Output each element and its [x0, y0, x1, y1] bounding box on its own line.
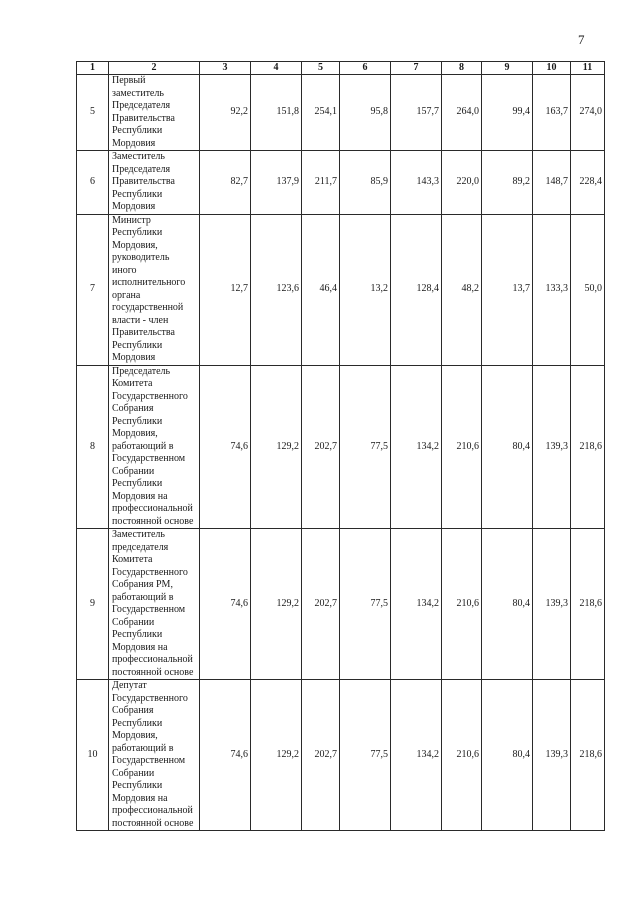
column-header: 2 — [109, 62, 200, 75]
table-cell: 85,9 — [340, 151, 391, 215]
table-cell: 129,2 — [251, 529, 302, 680]
table-row — [77, 214, 605, 365]
table-row — [77, 365, 605, 529]
row-index: 10 — [77, 680, 109, 831]
table-cell: 210,6 — [442, 365, 482, 529]
table-cell: 220,0 — [442, 151, 482, 215]
table-cell: 274,0 — [571, 75, 605, 151]
table-cell: 210,6 — [442, 680, 482, 831]
table-cell: 137,9 — [251, 151, 302, 215]
table-cell: 218,6 — [571, 529, 605, 680]
table-cell: 77,5 — [340, 529, 391, 680]
table-cell: 202,7 — [302, 365, 340, 529]
row-index: 5 — [77, 75, 109, 151]
table-cell: 210,6 — [442, 529, 482, 680]
table-cell: 211,7 — [302, 151, 340, 215]
table-cell: 13,2 — [340, 214, 391, 365]
position-title: Заместитель Председателя Правительства Республики Мордовия — [109, 151, 200, 215]
table-cell: 12,7 — [200, 214, 251, 365]
salary-table — [76, 61, 605, 831]
table-cell: 157,7 — [391, 75, 442, 151]
table-cell: 89,2 — [482, 151, 533, 215]
table-cell: 202,7 — [302, 680, 340, 831]
table-cell: 74,6 — [200, 365, 251, 529]
table-cell: 134,2 — [391, 365, 442, 529]
table-cell: 74,6 — [200, 680, 251, 831]
position-title: Депутат Государственного Собрания Республики Мордовия, работающий в Государственном Собрании Республики Мордовия на профессиональной постоянной основе — [109, 680, 200, 831]
table-cell: 74,6 — [200, 529, 251, 680]
table-cell: 77,5 — [340, 365, 391, 529]
table-cell: 134,2 — [391, 680, 442, 831]
table-row — [77, 151, 605, 215]
column-header: 1 — [77, 62, 109, 75]
table-cell: 99,4 — [482, 75, 533, 151]
row-index: 6 — [77, 151, 109, 215]
table-cell: 134,2 — [391, 529, 442, 680]
table-cell: 80,4 — [482, 680, 533, 831]
table-cell: 46,4 — [302, 214, 340, 365]
column-header: 6 — [340, 62, 391, 75]
table-cell: 163,7 — [533, 75, 571, 151]
table-cell: 139,3 — [533, 365, 571, 529]
table-cell: 95,8 — [340, 75, 391, 151]
table-header-row — [77, 62, 605, 75]
table-cell: 202,7 — [302, 529, 340, 680]
table-cell: 80,4 — [482, 365, 533, 529]
table-cell: 139,3 — [533, 680, 571, 831]
table-cell: 50,0 — [571, 214, 605, 365]
table-cell: 148,7 — [533, 151, 571, 215]
page-number: 7 — [578, 32, 585, 47]
table-cell: 13,7 — [482, 214, 533, 365]
table-cell: 151,8 — [251, 75, 302, 151]
table-cell: 80,4 — [482, 529, 533, 680]
column-header: 7 — [391, 62, 442, 75]
table-cell: 133,3 — [533, 214, 571, 365]
table-cell: 129,2 — [251, 365, 302, 529]
table-cell: 218,6 — [571, 365, 605, 529]
column-header: 11 — [571, 62, 605, 75]
position-title: Заместитель председателя Комитета Государственного Собрания РМ, работающий в Государственном Собрании Республики Мордовия на профессиональной постоянной основе — [109, 529, 200, 680]
row-index: 7 — [77, 214, 109, 365]
column-header: 3 — [200, 62, 251, 75]
column-header: 5 — [302, 62, 340, 75]
table-cell: 123,6 — [251, 214, 302, 365]
row-index: 9 — [77, 529, 109, 680]
table-cell: 77,5 — [340, 680, 391, 831]
table-cell: 218,6 — [571, 680, 605, 831]
position-title: Председатель Комитета Государственного Собрания Республики Мордовия, работающий в Государственном Собрании Республики Мордовия на профессиональной постоянной основе — [109, 365, 200, 529]
table-row — [77, 680, 605, 831]
table-cell: 48,2 — [442, 214, 482, 365]
table-cell: 128,4 — [391, 214, 442, 365]
table-cell: 129,2 — [251, 680, 302, 831]
table-cell: 139,3 — [533, 529, 571, 680]
table-cell: 143,3 — [391, 151, 442, 215]
column-header: 4 — [251, 62, 302, 75]
position-title: Министр Республики Мордовия, руководитель иного исполнительного органа государственной власти - член Правительства Республики Мордовия — [109, 214, 200, 365]
table-cell: 228,4 — [571, 151, 605, 215]
row-index: 8 — [77, 365, 109, 529]
column-header: 10 — [533, 62, 571, 75]
table-cell: 254,1 — [302, 75, 340, 151]
column-header: 8 — [442, 62, 482, 75]
position-title: Первый заместитель Председателя Правительства Республики Мордовия — [109, 75, 200, 151]
table-cell: 82,7 — [200, 151, 251, 215]
table-row — [77, 529, 605, 680]
column-header: 9 — [482, 62, 533, 75]
table-cell: 92,2 — [200, 75, 251, 151]
table-row — [77, 75, 605, 151]
table-cell: 264,0 — [442, 75, 482, 151]
